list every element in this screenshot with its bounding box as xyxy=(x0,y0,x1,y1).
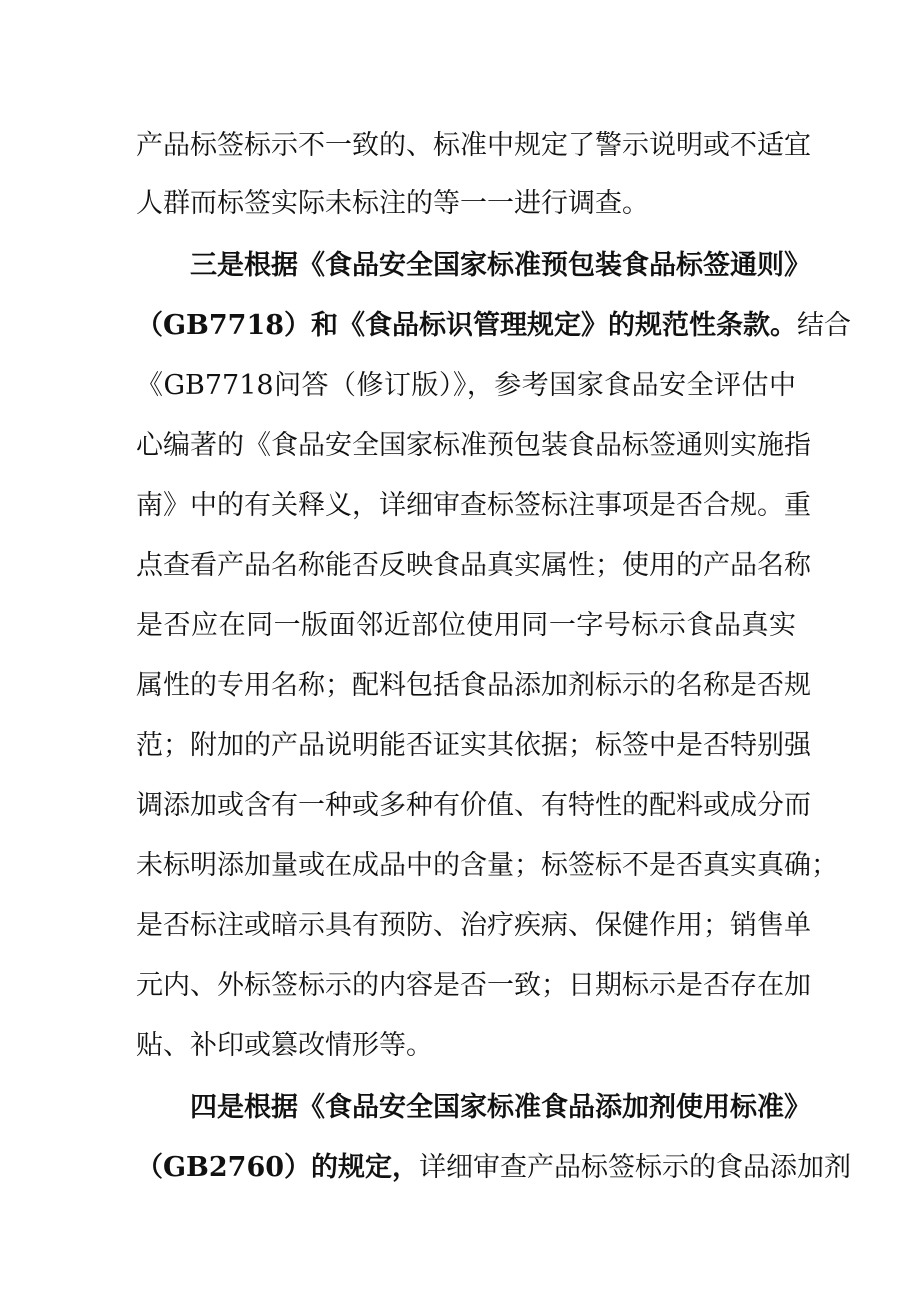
paragraph-line: 是否应在同一版面邻近部位使用同一字号标示食品真实 xyxy=(136,610,796,641)
bold-heading-text: 三是根据《食品安全国家标准预包装食品标签通则》 xyxy=(190,250,811,281)
paragraph-line: （GB7718）和《食品标识管理规定》的规范性条款。结合 xyxy=(136,310,852,341)
paragraph-line: 人群而标签实际未标注的等一一进行调查。 xyxy=(136,188,649,219)
bold-heading-text: （GB7718）和《食品标识管理规定》的规范性条款。 xyxy=(136,310,798,341)
bold-heading-text: 四是根据《食品安全国家标准食品添加剂使用标准》 xyxy=(190,1092,811,1123)
paragraph-line: 属性的专用名称；配料包括食品添加剂标示的名称是否规 xyxy=(136,670,811,701)
paragraph-line: 范；附加的产品说明能否证实其依据；标签中是否特别强 xyxy=(136,730,811,761)
paragraph-line: 未标明添加量或在成品中的含量；标签标不是否真实真确； xyxy=(136,850,838,881)
paragraph-heading-line xyxy=(190,246,811,286)
paragraph-line: 贴、补印或篡改情形等。 xyxy=(136,1030,433,1061)
bold-heading-text: （GB2760）的规定， xyxy=(136,1152,420,1183)
paragraph-line: 点查看产品名称能否反映食品真实属性；使用的产品名称 xyxy=(136,550,811,581)
paragraph-line: 南》中的有关释义，详细审查标签标注事项是否合规。重 xyxy=(136,490,811,521)
paragraph-line: 是否标注或暗示具有预防、治疗疾病、保健作用；销售单 xyxy=(136,910,811,941)
paragraph-line: 《GB7718问答（修订版）》，参考国家食品安全评估中 xyxy=(136,370,796,401)
paragraph-line: 调添加或含有一种或多种有价值、有特性的配料或成分而 xyxy=(136,790,811,821)
paragraph-line: （GB2760）的规定，详细审查产品标签标示的食品添加剂 xyxy=(136,1152,852,1183)
paragraph-heading-line xyxy=(190,1088,811,1128)
paragraph-line: 产品标签标示不一致的、标准中规定了警示说明或不适宜 xyxy=(136,130,811,161)
paragraph-line: 元内、外标签标示的内容是否一致；日期标示是否存在加 xyxy=(136,970,811,1001)
paragraph-line: 心编著的《食品安全国家标准预包装食品标签通则实施指 xyxy=(136,430,811,461)
